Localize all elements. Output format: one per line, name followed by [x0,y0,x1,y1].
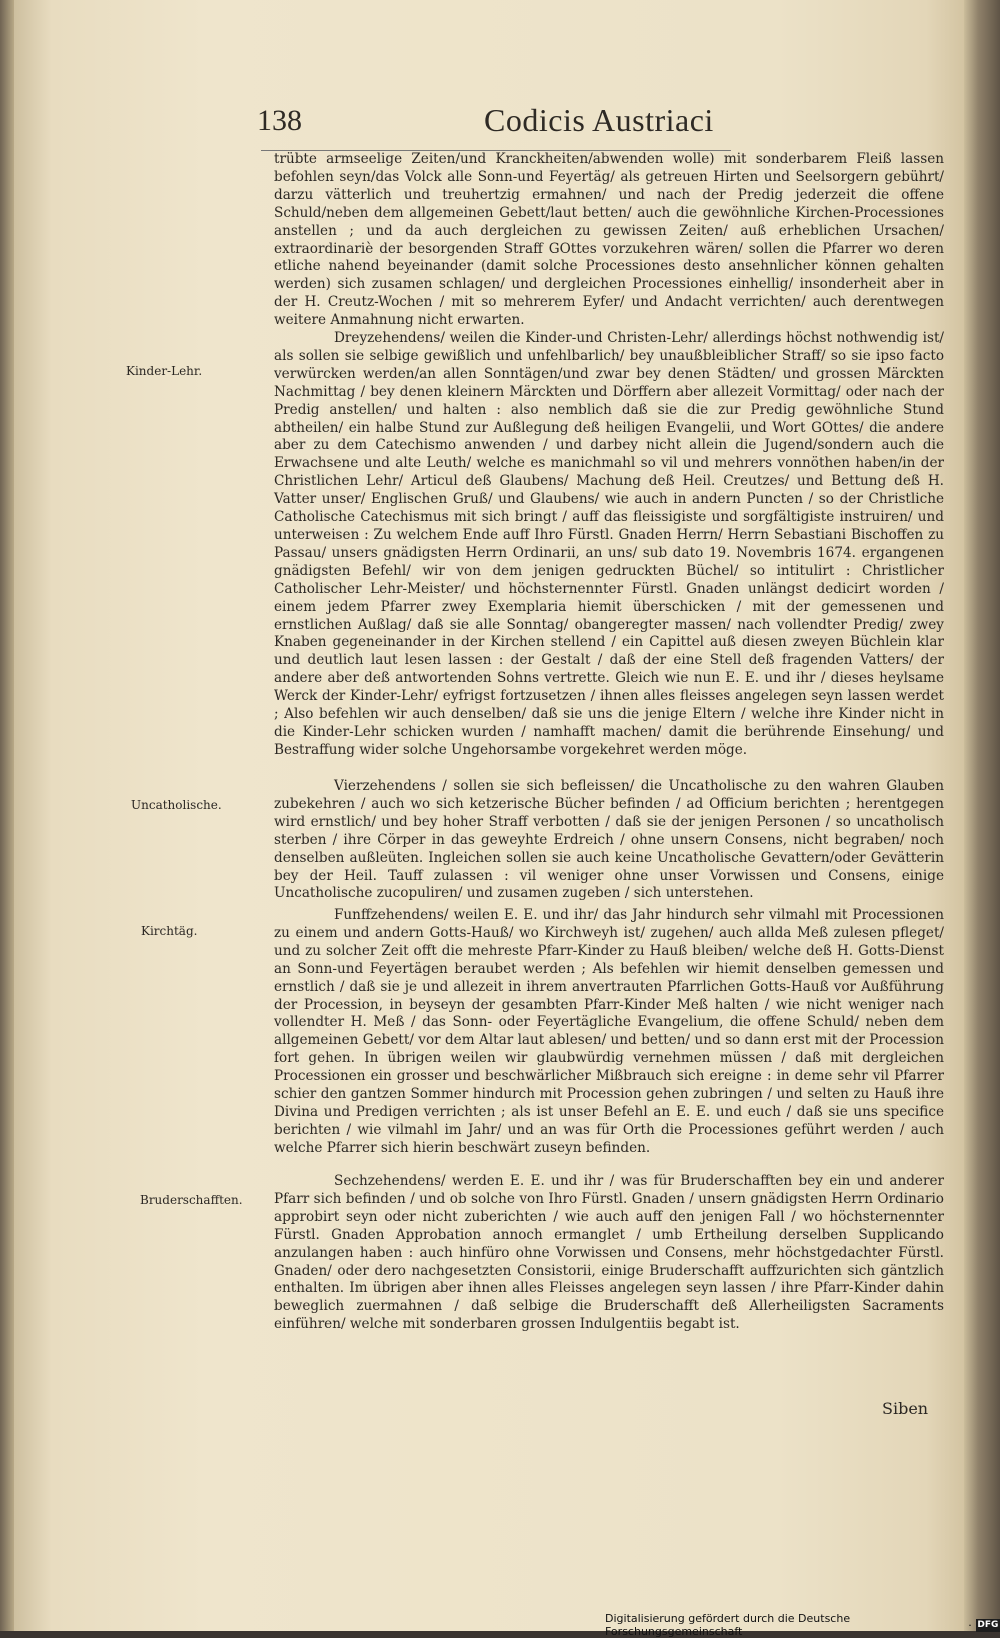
page-number: 138 [257,104,302,137]
margin-note-kinder-lehr: Kinder-Lehr. [126,364,203,378]
page-gutter-shadow [0,0,14,1631]
margin-note-bruderschafften: Bruderschafften. [140,1193,243,1207]
book-page [14,0,964,1631]
margin-note-kirchtag: Kirchtäg. [141,924,198,938]
paragraph-16-bruderschafften: Sechzehendens/ werden E. E. und ihr / was für Bruderschafften bey ein und anderer Pfarr sich befinden / und ob solche von Ihro Fürstl. Gnaden / unsern gnädigsten Herrn Ordinario approbirt seyn oder nicht zuberichten / wie auch auff den jenigen Fall / wo höchsternennter Fürstl. Gnaden Approbation annoch ermanglet / umb Ertheilung derselben Supplicando anzulangen haben : auch hinfüro ohne Vorwissen und Consens, mehr höchstgedachter Fürstl. Gnaden/ oder dero nachgesetzten Consistorii, einige Bruderschafft auffzurichten sich gäntzlich enthalten. Im übrigen aber ihnen alles Fleisses angelegen seyn lassen / ihre Pfarr-Kinder dahin beweglich zuermahnen / daß selbige die Bruderschafft deß Allerheiligsten Sacraments einführen/ welche mit sonderbaren grossen Indulgentiis begabt ist. [274,1173,944,1333]
paragraph-continuation: trübte armseelige Zeiten/und Kranckheiten/abwenden wolle) mit sonderbarem Fleiß lassen befohlen seyn/das Volck alle Sonn-und Feyertäg/ als getreuen Hirten und Seelsorgern gebührt/ darzu vätterlich und treuhertzig ermahnen/ und nach der Predig jederzeit die offene Schuld/neben dem allgemeinen Gebett/laut betten/ auch die gewöhnliche Kirchen-Processiones anstellen ; und da auch dergleichen zu gewissen Zeiten/ auß erheblichen Ursachen/ extraordinariè der besorgenden Straff GOttes vorzukehren wären/ sollen die Pfarrer wo deren etliche nahend beyeinander (damit solche Processiones desto ansehnlicher können gehalten werden) sich zusamen schlagen/ und dergleichen Processiones einhellig/ insonderheit aber in der H. Creutz-Wochen / mit so mehrerem Eyfer/ und Andacht verrichten/ auch derentwegen weitere Anmahnung nicht erwarten. [274,151,944,329]
footer-text: Digitalisierung gefördert durch die Deutsche Forschungsgemeinschaft [605,1612,851,1638]
paragraph-15-kirchtag: Funffzehendens/ weilen E. E. und ihr/ das Jahr hindurch sehr vilmahl mit Processionen zu einem und andern Gotts-Hauß/ wo Kirchweyh ist/ zugehen/ auch allda Meß zulesen pfleget/ und zu solcher Zeit offt die mehreste Pfarr-Kinder zu Hauß bleiben/ welche deß H. Gotts-Dienst an Sonn-und Feyertägen beraubet werden ; Als befehlen wir hiemit denselben gemessen und ernstlich / daß sie je und allezeit in ihrem anvertrauten Pfarrlichen Gotts-Hauß vor Außführung der Procession, in beyseyn der gesambten Pfarr-Kinder Meß halten / wie nicht weniger nach vollendter H. Meß / das Sonn- oder Feyertägliche Evangelium, die offene Schuld/ neben dem allgemeinen Gebett/ vor dem Altar laut ablesen/ und betten/ und so dann erst mit der Procession fort gehen. In übrigen weilen wir glaubwürdig vernehmen müssen / daß mit dergleichen Processionen ein grosser und beschwärlicher Mißbrauch sich ereigne : in deme sehr vil Pfarrer schier den gantzen Sommer hindurch mit Procession gehen zubringen / und selten zu Hauß ihre Divina und Predigen verrichten ; als ist unser Befehl an E. E. und euch / daß sie uns specifice berichten / wie vilmahl im Jahr/ und an was für Orth die Processiones geführt werden / auch welche Pfarrer sich hierin beschwärt zuseyn befinden. [274,907,944,1156]
dfg-logo-icon: DFG [977,1619,999,1630]
paragraph-14-uncatholische: Vierzehendens / sollen sie sich befleissen/ die Uncatholische zu den wahren Glauben zubekehren / auch wo sich ketzerische Bücher befinden / ad Officium berichten ; herentgegen wird ernstlich/ und bey hoher Straff verbotten / daß sie der jenigen Personen / so uncatholisch sterben / ihre Cörper in das geweyhte Erdreich / ohne unsern Consens, nicht begraben/ noch denselben außleüten. Ingleichen sollen sie auch keine Uncatholische Gevattern/oder Gevätterin bey der Heil. Tauff zulassen : vil weniger ohne unser Vorwissen und Consens, einige Uncatholische zucopuliren/ und zusamen zugeben / sich unterstehen. [274,778,944,902]
digitization-footer: Digitalisierung gefördert durch die Deutsche Forschungsgemeinschaft · DFG [605,1612,999,1638]
page-edge-right [964,0,1000,1631]
margin-note-uncatholische: Uncatholische. [131,798,222,812]
catchword: Siben [882,1399,929,1418]
running-head: Codicis Austriaci [484,102,714,138]
paragraph-13-kinder-lehr: Dreyzehendens/ weilen die Kinder-und Christen-Lehr/ allerdings höchst nothwendig ist/ als sollen sie selbige gewißlich und unfehlbarlich/ bey unaußbleiblicher Straff/ so sie ipso facto verwürcken werden/an allen Sonntägen/und zwar bey denen Städten/ und grossen Märckten Nachmittag / bey denen kleinern Märckten und Dörffern aber allezeit Vormittag/ oder nach der Predig anstellen/ und halten : also nemblich daß sie die zur Predig gewöhnliche Stund abtheilen/ ein halbe Stund zur Außlegung deß heiligen Evangelii, und Wort GOttes/ die andere aber zu dem Catechismo anwenden / und darbey nicht allein die Jugend/sondern auch die Erwachsene und alte Leuth/ welche es manichmahl so vil und mehrers vonnöthen haben/in der Christlichen Lehr/ Articul deß Glaubens/ Machung deß Heil. Creutzes/ und Bettung deß H. Vatter unser/ Englischen Gruß/ und Glaubens/ wie auch in andern Puncten / so der Christliche Catholische Catechismus mit sich bringt / auff das fleissigiste und sorgfältigiste instruiren/ und unterweisen : Zu welchem Ende auff Ihro Fürstl. Gnaden Herrn/ Herrn Sebastiani Bischoffen zu Passau/ unsers gnädigsten Herrn Ordinarii, an uns/ sub dato 19. Novembris 1674. ergangenen gnädigsten Befehl/ wir von dem jenigen gedruckten Büchel/ so intitulirt : Christlicher Catholischer Lehr-Meister/ und höchsternennter Fürstl. Gnaden unlängst dedicirt worden / einem jedem Pfarrer zwey Exemplaria hiemit überschicken / mit der gemessenen und ernstlichen Außlag/ daß sie alle Sonntag/ obangeregter massen/ nach vollendter Predig/ zwey Knaben gegeneinander in der Kirchen stellend / ein Capittel auß diesen zweyen Büchlein klar und deutlich laut lesen lassen : der Gestalt / daß der eine Stell deß fragenden Vatters/ der andere aber deß antwortenden Sohns vertrette. Gleich wie nun E. E. und ihr / dieses heylsame Werck der Kinder-Lehr/ eyfrigst fortzusetzen / ihnen alles fleisses angelegen seyn lassen werdet ; Also befehlen wir auch denselben/ daß sie uns die jenige Eltern / welche ihre Kinder nicht in die Kinder-Lehr schicken wurden / namhafft machen/ damit die berührende Einsehung/ und Bestraffung wider solche Ungehorsambe vorgekehret werden möge. [274,330,944,758]
